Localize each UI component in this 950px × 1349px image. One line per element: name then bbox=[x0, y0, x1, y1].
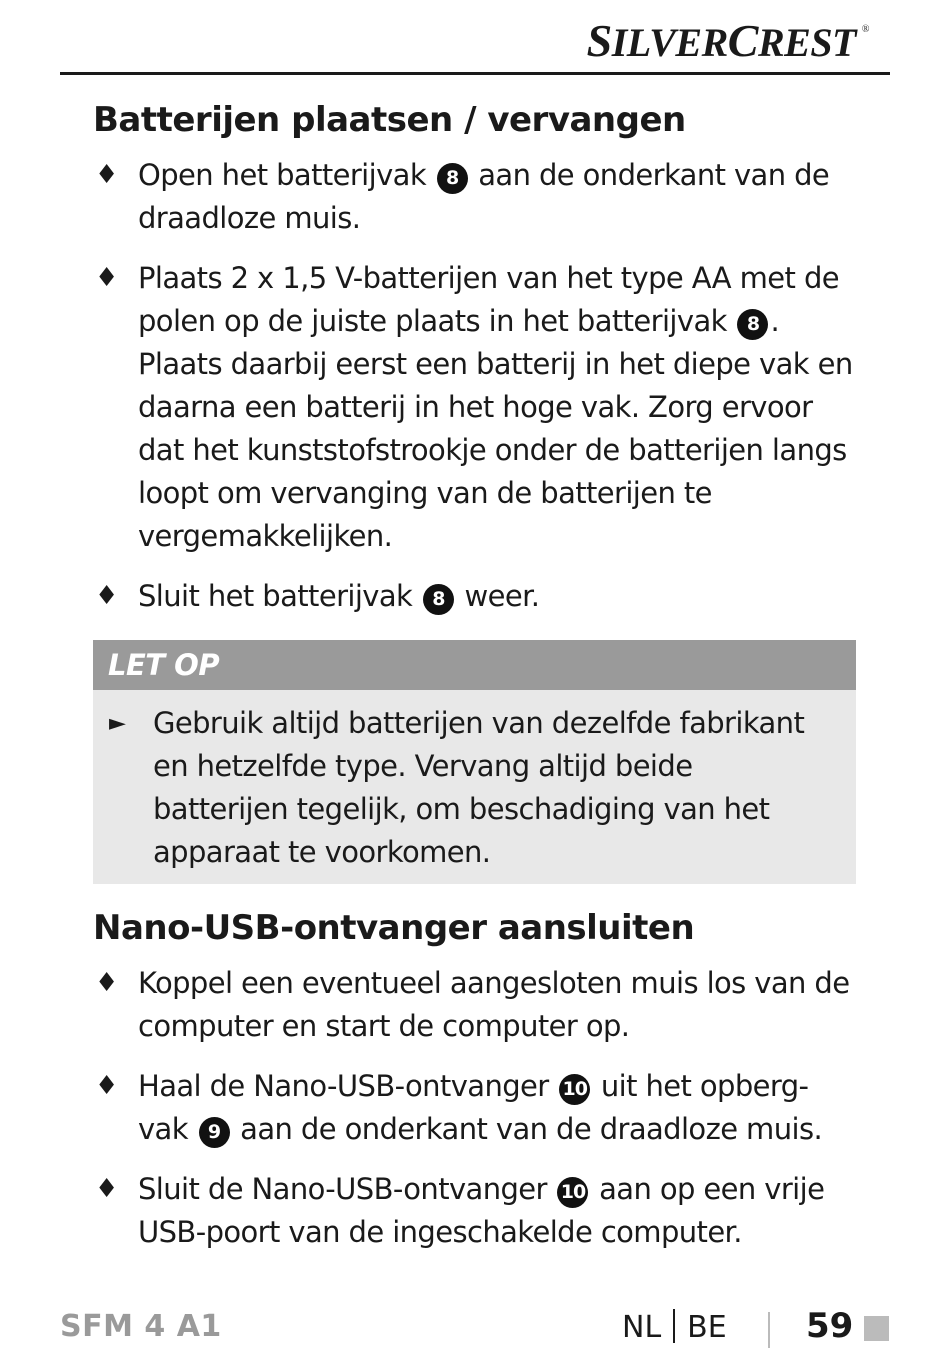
list-item: ♦ Koppel een eventueel aangesloten muis los van de computer en start de computer op. bbox=[93, 962, 856, 1048]
page-content bbox=[93, 98, 856, 1271]
battery-steps-list bbox=[93, 154, 856, 618]
reference-number-badge: 10 bbox=[557, 1177, 588, 1208]
reference-number-badge: 8 bbox=[423, 584, 454, 615]
arrow-right-icon: ► bbox=[109, 711, 126, 736]
section-title-usb-receiver: Nano-USB-ontvanger aansluiten bbox=[93, 908, 695, 948]
usb-steps-list bbox=[93, 962, 856, 1254]
list-item: ♦ Plaats 2 x 1,5 V-batterijen van het type AA met de polen op de juiste plaats in het batterijvak 8 . Plaats daarbij eerst een batterij in het diepe vak en daarna een batterij in het hoge vak. Zorg ervoor dat het kunststofstrookje onder de batterijen langs loopt om vervanging van de batterijen te vergemakkelijken. bbox=[93, 257, 856, 558]
notice-label: LET OP bbox=[93, 640, 856, 690]
language-divider bbox=[673, 1309, 675, 1343]
page-marker-square bbox=[864, 1316, 889, 1341]
footer-divider bbox=[768, 1312, 770, 1348]
diamond-bullet-icon: ♦ bbox=[95, 1174, 118, 1204]
reference-number-badge: 9 bbox=[199, 1117, 230, 1148]
diamond-bullet-icon: ♦ bbox=[95, 160, 118, 190]
section-title-batteries: Batterijen plaatsen / vervangen bbox=[93, 100, 686, 140]
diamond-bullet-icon: ♦ bbox=[95, 1071, 118, 1101]
reference-number-badge: 8 bbox=[437, 163, 468, 194]
header-rule bbox=[60, 72, 890, 75]
registered-mark: ® bbox=[861, 24, 869, 35]
diamond-bullet-icon: ♦ bbox=[95, 968, 118, 998]
diamond-bullet-icon: ♦ bbox=[95, 581, 118, 611]
reference-number-badge: 8 bbox=[737, 309, 768, 340]
reference-number-badge: 10 bbox=[559, 1074, 590, 1105]
footer-model: SFM 4 A1 bbox=[60, 1309, 222, 1344]
list-item: ♦ Sluit het batterijvak 8 weer. bbox=[93, 575, 856, 618]
diamond-bullet-icon: ♦ bbox=[95, 263, 118, 293]
notice-box bbox=[93, 640, 856, 884]
list-item: ♦ Haal de Nano-USB-ontvanger 10 uit het opberg-vak 9 aan de onderkant van de draadloze muis. bbox=[93, 1065, 856, 1151]
brand-logo: SILVERCREST ® bbox=[586, 15, 869, 66]
list-item: ♦ Sluit de Nano-USB-ontvanger 10 aan op een vrije USB-poort van de ingeschakelde computer. bbox=[93, 1168, 856, 1254]
page-number: 59 bbox=[806, 1306, 854, 1346]
notice-text: ► Gebruik altijd batterijen van dezelfde fabrikant en hetzelfde type. Vervang altijd beide batterijen tegelijk, om beschadiging van het apparaat te voorkomen. bbox=[93, 690, 856, 884]
footer-language: NL BE bbox=[622, 1310, 727, 1345]
list-item: ♦ Open het batterijvak 8 aan de onderkant van de draadloze muis. bbox=[93, 154, 856, 240]
